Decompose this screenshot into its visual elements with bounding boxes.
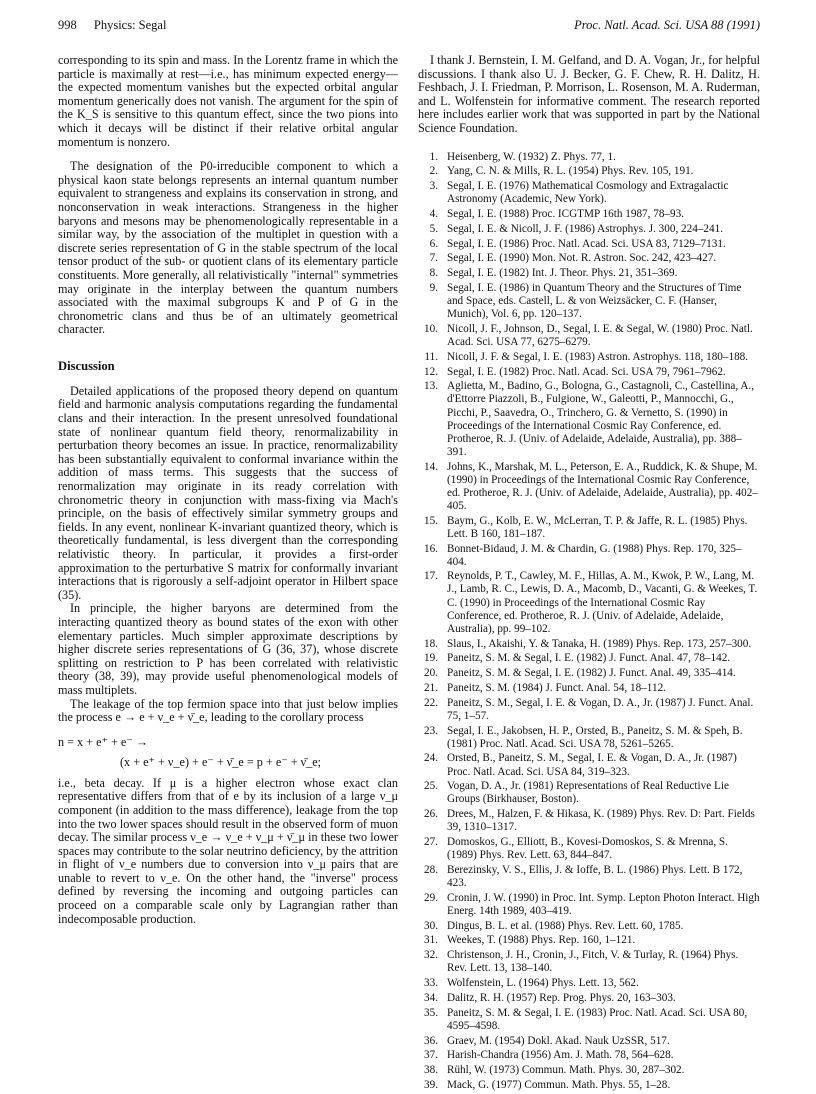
reference-number: 24. bbox=[424, 752, 438, 765]
reference-item bbox=[418, 223, 760, 236]
reference-text: Drees, M., Halzen, F. & Hikasa, K. (1989) Phys. Rev. D: Part. Fields 39, 1310–1317. bbox=[447, 808, 755, 834]
reference-text: Nicoll, J. F. & Segal, I. E. (1983) Astron. Astrophys. 118, 180–188. bbox=[447, 350, 749, 363]
paragraph-beta-decay: i.e., beta decay. If μ is a higher electron whose exact clan representative differs from that of e by its inclusion of a large ν_μ component (in addition to the mass difference), leakage from the top into the two lower spaces should result in the observed form of muon decay. The similar process ν_e → ν_e + ν_μ + ν̄_μ in these two lower spaces may contribute to the solar neutrino deficiency, by the attrition in flight of ν_e numbers due to conversion into ν_μ pairs that are unable to revert to ν_e. On the other hand, the "inverse" process defined by reversing the incoming and outgoing particles can proceed on a comparable scale only by Lagrangian rather than indecomposable production. bbox=[58, 775, 399, 926]
reference-item bbox=[418, 543, 760, 569]
reference-item bbox=[418, 180, 760, 206]
reference-number: 5. bbox=[429, 222, 438, 235]
page-number: 998 bbox=[58, 18, 77, 32]
reference-item bbox=[418, 151, 760, 164]
reference-text: Paneitz, S. M. & Segal, I. E. (1983) Proc. Natl. Acad. Sci. USA 80, 4595–4598. bbox=[447, 1006, 748, 1032]
reference-number: 22. bbox=[424, 696, 438, 709]
reference-text: Orsted, B., Paneitz, S. M., Segal, I. E. & Vogan, D. A., Jr. (1987) Proc. Natl. Acad. Sci. USA 84, 319–323. bbox=[447, 752, 737, 778]
reference-number: 21. bbox=[424, 681, 438, 694]
reference-item bbox=[418, 208, 760, 221]
reference-text: Segal, I. E. (1990) Mon. Not. R. Astron. Soc. 242, 423–427. bbox=[447, 252, 717, 265]
reference-item bbox=[418, 1007, 760, 1033]
reference-item bbox=[418, 725, 760, 751]
reference-text: Graev, M. (1954) Dokl. Akad. Nauk UzSSR, 517. bbox=[447, 1034, 670, 1047]
paragraph-strangeness: The designation of the P0-irreducible component to which a physical kaon state belongs represents an internal quantum number equivalent to strangeness and explains its conservation in strong, and nonconservation in weak interactions. Strangeness in the higher baryons and mesons may be phenomenologically representable in a similar way, by the association of the multiplet in question with a discrete series representation of G in the stable spectrum of the local tensor product of the sub- or quotient clans of its elementary particle constituents. More generally, all relativistically "internal" symmetries may originate in the interplay between the quantum numbers associated with the maximal subgroups K and P of G in the chronometric clans and thus be of an ultimately geometrical character. bbox=[58, 159, 398, 337]
reference-number: 34. bbox=[424, 991, 438, 1004]
reference-item bbox=[418, 682, 760, 695]
reference-number: 20. bbox=[424, 667, 438, 680]
reference-number: 11. bbox=[424, 350, 438, 363]
reference-number: 8. bbox=[429, 267, 438, 280]
reference-item bbox=[418, 977, 760, 990]
reference-number: 1. bbox=[429, 150, 438, 163]
reference-text: Segal, I. E. (1986) in Quantum Theory and the Structures of Time and Space, eds. Castell, L. & von Weizsäcker, C. F. (Hanser, Munich), Vol. 6, pp. 120–137. bbox=[447, 281, 742, 321]
reference-number: 36. bbox=[424, 1034, 438, 1047]
reference-item bbox=[418, 380, 760, 459]
reference-text: Johns, K., Marshak, M. L., Peterson, E. A., Ruddick, K. & Shupe, M. (1990) in Proceedings of the International Cosmic Ray Conference, ed. Protheroe, R. J. (Univ. of Adelaide, Adelaide, Australia), pp. 402–405. bbox=[447, 460, 758, 512]
reference-number: 14. bbox=[424, 460, 438, 473]
reference-text: Segal, I. E. (1988) Proc. ICGTMP 16th 1987, 78–93. bbox=[447, 208, 684, 220]
reference-text: Vogan, D. A., Jr. (1981) Representations of Real Reductive Lie Groups (Birkhauser, Boston). bbox=[447, 780, 729, 806]
reference-item bbox=[418, 1079, 760, 1092]
section-title: Physics: Segal bbox=[93, 18, 167, 32]
reference-text: Bonnet-Bidaud, J. M. & Chardin, G. (1988) Phys. Rep. 170, 325–404. bbox=[447, 542, 742, 568]
reference-item bbox=[418, 780, 760, 806]
page-header bbox=[58, 18, 760, 36]
reference-number: 30. bbox=[424, 919, 438, 932]
reference-number: 38. bbox=[424, 1064, 438, 1077]
reference-text: Heisenberg, W. (1932) Z. Phys. 77, 1. bbox=[447, 150, 616, 163]
reference-number: 37. bbox=[424, 1049, 438, 1062]
reference-text: Yang, C. N. & Mills, R. L. (1954) Phys. Rev. 105, 191. bbox=[447, 165, 694, 178]
reference-text: Segal, I. E. (1976) Mathematical Cosmology and Extragalactic Astronomy (Academic, New York). bbox=[447, 180, 729, 206]
reference-number: 33. bbox=[424, 977, 438, 990]
reference-number: 28. bbox=[424, 863, 438, 876]
reference-item bbox=[418, 267, 760, 280]
reference-text: Segal, I. E. (1982) Proc. Natl. Acad. Sci. USA 79, 7961–7962. bbox=[447, 365, 726, 378]
reference-text: Segal, I. E. (1982) Int. J. Theor. Phys. 21, 351–369. bbox=[447, 267, 678, 280]
reference-number: 29. bbox=[424, 891, 438, 904]
reference-text: Segal, I. E., Jakobsen, H. P., Orsted, B., Paneitz, S. M. & Speh, B. (1981) Proc. Natl. Acad. Sci. USA 78, 5261–5265. bbox=[447, 724, 743, 750]
reference-number: 35. bbox=[424, 1006, 438, 1019]
equation-beta-decay bbox=[58, 735, 398, 769]
acknowledgment: I thank J. Bernstein, I. M. Gelfand, and D. A. Vogan, Jr., for helpful discussions. I thank also U. J. Becker, G. F. Chew, R. H. Dalitz, H. Feshbach, J. I. Friedman, P. Morrison, L. Rosenson, M. A. Ruderman, and L. Wolfenstein for informative comment. The research reported here includes earlier work that was supported in part by the National Science Foundation. bbox=[418, 53, 760, 135]
reference-text: Wolfenstein, L. (1964) Phys. Lett. 13, 562. bbox=[447, 977, 639, 990]
reference-item bbox=[418, 667, 760, 680]
reference-text: Mack, G. (1977) Commun. Math. Phys. 55, 1–28. bbox=[447, 1078, 671, 1091]
reference-number: 27. bbox=[424, 836, 438, 849]
reference-item bbox=[418, 515, 760, 541]
reference-item bbox=[418, 1049, 760, 1062]
reference-number: 16. bbox=[424, 542, 438, 555]
reference-item bbox=[418, 652, 760, 665]
reference-number: 25. bbox=[424, 780, 438, 793]
discussion-heading: Discussion bbox=[58, 358, 115, 373]
reference-text: Paneitz, S. M. & Segal, I. E. (1982) J. Funct. Anal. 47, 78–142. bbox=[447, 652, 731, 665]
reference-item bbox=[418, 836, 760, 862]
reference-text: Christenson, J. H., Cronin, J., Fitch, V. & Turlay, R. (1964) Phys. Rev. Lett. 13, 138–140. bbox=[447, 949, 739, 975]
reference-item bbox=[418, 920, 760, 933]
reference-text: Dalitz, R. H. (1957) Rep. Prog. Phys. 20, 163–303. bbox=[447, 991, 676, 1004]
reference-text: Paneitz, S. M. & Segal, I. E. (1982) J. Funct. Anal. 49, 335–414. bbox=[447, 667, 736, 680]
right-column bbox=[418, 54, 760, 1094]
reference-item bbox=[418, 892, 760, 918]
reference-item bbox=[418, 165, 760, 178]
reference-text: Segal, I. E. (1986) Proc. Natl. Acad. Sci. USA 83, 7129–7131. bbox=[447, 237, 726, 250]
reference-number: 39. bbox=[424, 1078, 438, 1091]
reference-item bbox=[418, 282, 760, 321]
reference-number: 7. bbox=[429, 252, 438, 265]
left-column bbox=[58, 54, 398, 926]
reference-number: 26. bbox=[424, 808, 438, 821]
reference-text: Segal, I. E. & Nicoll, J. F. (1986) Astrophys. J. 300, 224–241. bbox=[447, 222, 723, 235]
equation-line-2: (x + e⁺ + ν_e) + e⁻ + ν̄_e = p + e⁻ + ν̄_e; bbox=[120, 754, 322, 769]
paragraph-baryons: In principle, the higher baryons are determined from the interacting quantized theory as bound states of the exon with other elementary particles. Much simpler approximate descriptions by higher discrete series representations of G (36, 37), whose discrete splitting on restriction to P has been correlated with relativistic theory (38, 39), may provide useful phenomenological models of mass multiplets. bbox=[58, 601, 398, 697]
reference-text: Slaus, I., Akaishi, Y. & Tanaka, H. (1989) Phys. Rep. 173, 257–300. bbox=[447, 637, 752, 650]
reference-item bbox=[418, 1064, 760, 1077]
reference-text: Harish-Chandra (1956) Am. J. Math. 78, 564–628. bbox=[447, 1049, 674, 1062]
reference-item bbox=[418, 252, 760, 265]
reference-item bbox=[418, 949, 760, 975]
reference-text: Dingus, B. L. et al. (1988) Phys. Rev. Lett. 60, 1785. bbox=[447, 919, 684, 932]
reference-item bbox=[418, 238, 760, 251]
reference-text: Paneitz, S. M. (1984) J. Funct. Anal. 54, 18–112. bbox=[447, 681, 666, 694]
reference-number: 15. bbox=[424, 514, 438, 527]
reference-number: 13. bbox=[424, 380, 438, 393]
paragraph-leakage: The leakage of the top fermion space into that just below implies the process e → e + ν_e + ν̄_e, leading to the corollary process bbox=[58, 696, 398, 725]
reference-number: 18. bbox=[424, 637, 438, 650]
reference-text: Aglietta, M., Badino, G., Bologna, G., Castagnoli, C., Castellina, A., d'Ettorre Piazzoli, B., Fulgione, W., Galeotti, P., Mannocchi, G., Picchi, P., Saavedra, O., Trinchero, G. & Vernetto, S. (1990) in Proceedings of the International Cosmic Ray Conference, ed. Protheroe, R. J. (Univ. of Adelaide, Adelaide, Australia), pp. 388–391. bbox=[447, 380, 755, 458]
reference-text: Paneitz, S. M., Segal, I. E. & Vogan, D. A., Jr. (1987) J. Funct. Anal. 75, 1–57. bbox=[447, 696, 754, 722]
reference-item bbox=[418, 638, 760, 651]
reference-number: 10. bbox=[424, 322, 438, 335]
reference-number: 12. bbox=[424, 365, 438, 378]
reference-number: 32. bbox=[424, 949, 438, 962]
reference-number: 19. bbox=[424, 652, 438, 665]
reference-text: Reynolds, P. T., Cawley, M. F., Hillas, A. M., Kwok, P. W., Lang, M. J., Lamb, R. C., Lewis, D. A., Macomb, D., Vacanti, G. & Weekes, T. C. (1990) in Proceedings of the International Cosmic Ray Conference, ed. Protheroe, R. J. (Univ. of Adelaide, Adelaide, Australia), pp. 99–102. bbox=[447, 570, 758, 635]
reference-item bbox=[418, 351, 760, 364]
reference-number: 2. bbox=[429, 165, 438, 178]
reference-text: Cronin, J. W. (1990) in Proc. Int. Symp. Lepton Photon Interact. High Energ. 14th 1989, 403–419. bbox=[447, 891, 760, 917]
reference-text: Nicoll, J. F., Johnson, D., Segal, I. E. & Segal, W. (1980) Proc. Natl. Acad. Sci. USA 77, 6275–6279. bbox=[447, 322, 753, 348]
reference-item bbox=[418, 992, 760, 1005]
paragraph-renormalization: Detailed applications of the proposed theory depend on quantum field and harmonic analysis computations regarding the fundamental clans and their interaction. In the present unresolved foundational state of nonlinear quantum field theory, renormalizability in perturbation theory becomes an issue. In practice, renormalizability has been substantially equivalent to conformal invariance within the addition of mass terms. This suggests that the success of renormalization may originate in its ready correlation with chronometric theory in conjunction with mass-fixing via Mach's principle, on the basis of effectively similar symmetry groups and fields. In any event, nonlinear K-invariant quantized theory, which is theoretically fundamental, is less divergent than the corresponding relativistic theory. In particular, it provides a first-order approximation to the perturbative S matrix for conformally invariant interactions that is rigorously a self-adjoint operator in Hilbert space (35). bbox=[58, 383, 398, 602]
reference-number: 17. bbox=[424, 570, 438, 583]
journal-citation: Proc. Natl. Acad. Sci. USA 88 (1991) bbox=[574, 18, 760, 32]
reference-item bbox=[418, 323, 760, 349]
reference-item bbox=[418, 808, 760, 834]
reference-text: Domoskos, G., Elliott, B., Kovesi-Domoskos, S. & Mrenna, S. (1989) Phys. Rev. Lett. 63, 844–847. bbox=[447, 836, 728, 862]
reference-number: 3. bbox=[429, 180, 438, 193]
reference-item bbox=[418, 864, 760, 890]
reference-number: 31. bbox=[424, 934, 438, 947]
reference-text: Rühl, W. (1973) Commun. Math. Phys. 30, 287–302. bbox=[447, 1064, 685, 1077]
reference-text: Baym, G., Kolb, E. W., McLerran, T. P. & Jaffe, R. L. (1985) Phys. Lett. B 160, 181–187. bbox=[447, 514, 748, 540]
reference-number: 9. bbox=[429, 281, 438, 294]
reference-text: Weekes, T. (1988) Phys. Rep. 160, 1–121. bbox=[447, 934, 636, 947]
reference-item bbox=[418, 570, 760, 635]
reference-text: Berezinsky, V. S., Ellis, J. & Ioffe, B. L. (1986) Phys. Lett. B 172, 423. bbox=[447, 863, 743, 889]
paragraph-spin: corresponding to its spin and mass. In the Lorentz frame in which the particle is maximally at rest—i.e., has minimum expected energy—the expected momentum vanishes but the expected orbital angular momentum generically does not vanish. The argument for the spin of the K_S is sensitive to this quantum effect, since the two pions into which it decays will be distinct if their relative orbital angular momentum is nonzero. bbox=[58, 53, 398, 149]
equation-line-1: n = x + e⁺ + e⁻ → bbox=[58, 734, 149, 749]
reference-item bbox=[418, 461, 760, 513]
reference-number: 23. bbox=[424, 724, 438, 737]
reference-number: 4. bbox=[429, 208, 438, 220]
header-left bbox=[58, 18, 166, 33]
reference-item bbox=[418, 1035, 760, 1048]
reference-item bbox=[418, 697, 760, 723]
reference-item bbox=[418, 934, 760, 947]
reference-item bbox=[418, 752, 760, 778]
reference-list bbox=[418, 151, 760, 1092]
reference-item bbox=[418, 366, 760, 379]
reference-number: 6. bbox=[429, 237, 438, 250]
